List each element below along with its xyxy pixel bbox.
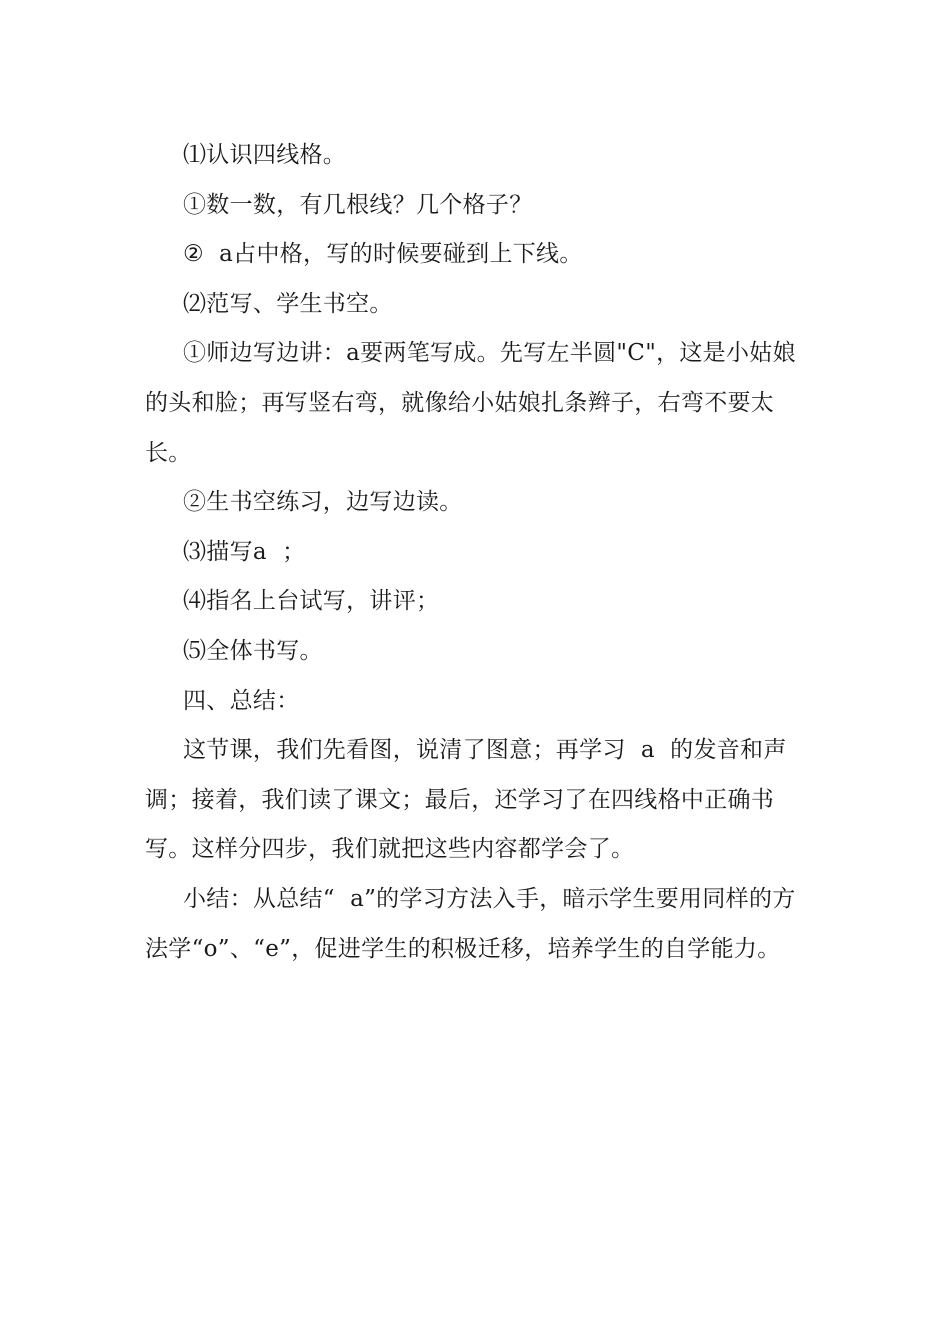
paragraph-4: ⑵范写、学生书空。 [183,290,393,317]
paragraph-7: ⑶描写a ； [183,538,306,565]
paragraph-1: ⑴认识四线格。 [183,142,347,168]
paragraph-5: ①师边写边讲：a要两笔写成。先写左半圆"C"，这是小姑娘的头和脸；再写竖右弯，就像给小姑娘扎条辫子，右弯不要太长。 [145,340,796,466]
paragraph-2: ①数一数，有几根线？几个格子？ [183,191,533,218]
paragraph-12: 小结：从总结“ a”的学习方法入手，暗示学生要用同样的方法学“o”、“e”，促进学生的积极迁移，培养学生的自学能力。 [145,885,796,962]
section-heading-summary: 四、总结： [183,687,300,714]
document-body [145,131,810,974]
paragraph-3: ② a占中格，写的时候要碰到上下线。 [183,241,583,268]
paragraph-9: ⑸全体书写。 [183,637,323,664]
paragraph-6: ②生书空练习，边写边读。 [183,489,463,516]
paragraph-8: ⑷指名上台试写，讲评； [183,588,440,615]
paragraph-11: 这节课，我们先看图，说清了图意；再学习 a 的发音和声调；接着，我们读了课文；最后，还学习了在四线格中正确书写。这样分四步，我们就把这些内容都学会了。 [145,737,787,863]
